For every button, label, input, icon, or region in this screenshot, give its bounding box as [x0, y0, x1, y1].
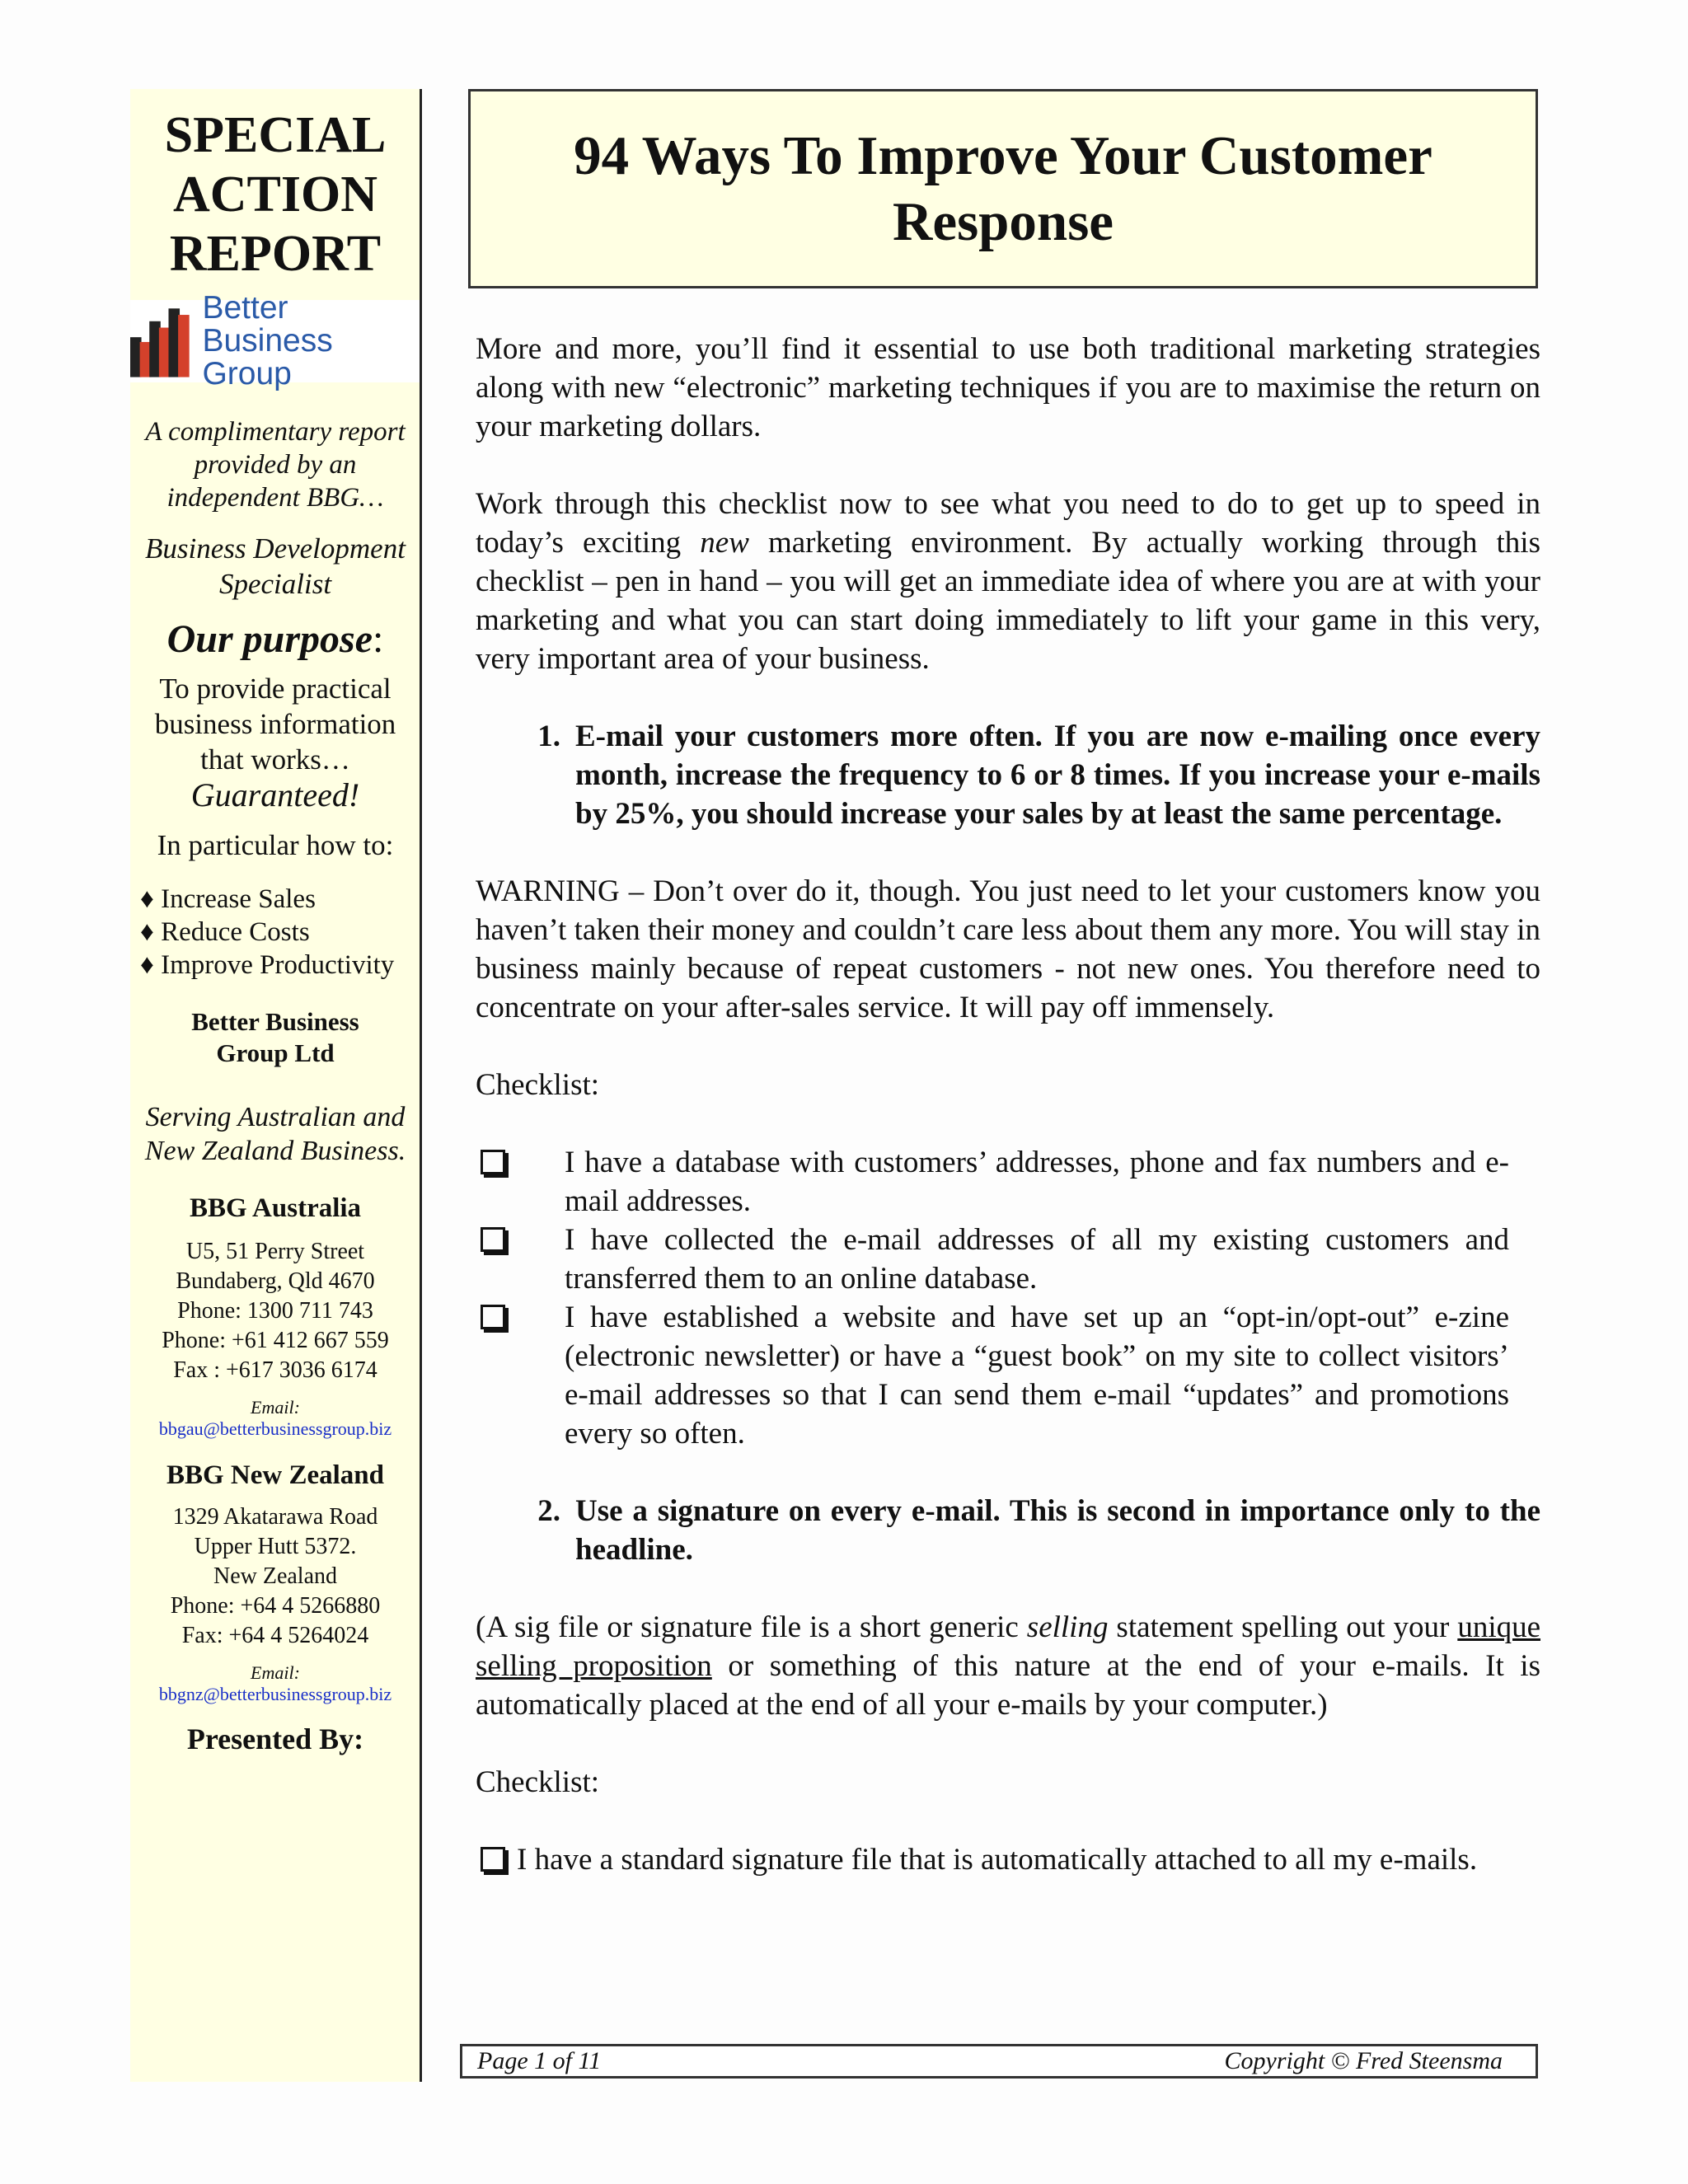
sidebar-divider	[420, 89, 422, 2082]
logo-line1: Better Business	[202, 290, 333, 359]
page-title: 94 Ways To Improve Your Customer Response	[574, 125, 1432, 252]
diamond-bullet-icon: ♦	[140, 917, 162, 947]
benefit-item: ♦ Increase Sales	[140, 884, 316, 914]
au-address: U5, 51 Perry Street Bundaberg, Qld 4670 Phone: 1300 711 743 Phone: +61 412 667 559 Fax : +617 3036 6174	[162, 1239, 389, 1383]
purpose-text: To provide practical business information that works…	[154, 673, 396, 776]
benefit-item: ♦ Reduce Costs	[140, 917, 310, 947]
nz-office-name: BBG New Zealand	[166, 1460, 385, 1490]
presented-by: Presented By:	[186, 1722, 364, 1755]
checkbox-icon[interactable]	[481, 1305, 505, 1329]
checklist-label: Checklist:	[476, 1068, 600, 1102]
company-name: Better Business Group Ltd	[191, 1007, 359, 1067]
title-box	[468, 89, 1538, 288]
checklist-label: Checklist:	[476, 1765, 600, 1799]
tip-text: Use a signature on every e-mail. This is second in importance only to the headline.	[575, 1494, 1540, 1567]
diamond-bullet-icon: ♦	[140, 884, 162, 914]
company-logo	[130, 290, 420, 391]
nz-email-label: Email:	[251, 1662, 300, 1683]
complimentary-note: A complimentary report provided by an independent BBG…	[145, 417, 406, 513]
specialist-title: Business Development Specialist	[145, 532, 406, 600]
checkbox-icon[interactable]	[481, 1150, 505, 1174]
signature-paragraph: (A sig file or signature file is a short generic selling statement spelling out your unique selling proposition or something of this nature at the end of your e-mails. It is automatically placed at the end of all your e-mails by your computer.)	[476, 1610, 1541, 1722]
checklist-item: I have a standard signature file that is automatically attached to all my e-mails.	[476, 1840, 1540, 1879]
logo-line2: Group	[202, 356, 292, 391]
nz-address: 1329 Akatarawa Road Upper Hutt 5372. New Zealand Phone: +64 4 5266880 Fax: +64 4 5264024	[170, 1504, 381, 1648]
purpose-heading: Our purpose:	[166, 617, 384, 661]
diamond-bullet-icon: ♦	[140, 950, 162, 980]
checklist-2	[476, 1840, 1540, 1879]
au-email-link[interactable]: bbgau@betterbusinessgroup.biz	[158, 1418, 392, 1439]
warning-paragraph: WARNING – Don’t over do it, though. You just need to let your customers know you haven’t taken their money and couldn’t care less about them any more. You will stay in business mainly because of repeat customers - not new ones. You therefore need to concentrate on your after-sales service. It will pay off immensely.	[476, 874, 1540, 1024]
benefit-list	[130, 883, 420, 982]
au-email-label: Email:	[251, 1397, 300, 1418]
intro-paragraph: More and more, you’ll find it essential to use both traditional marketing strategies along with new “electronic” marketing techniques if you are to maximise the return on your marketing dollars.	[476, 332, 1540, 443]
tip-number: 1.	[537, 719, 560, 753]
tip-2	[476, 1492, 1540, 1569]
tip-1	[476, 717, 1540, 833]
checklist-intro-paragraph: Work through this checklist now to see what you need to do to get up to speed in today’s exciting new marketing environment. By actually working through this checklist – pen in hand – you will get an immediate idea of where you are at with your marketing and what you can start doing immediately to lift your game in this very, very important area of your business.	[476, 487, 1540, 676]
tip-number: 2.	[537, 1494, 560, 1528]
tip-text: E-mail your customers more often. If you are now e-mailing once every month, increase the frequency to 6 or 8 times. If you increase your e-mails by 25%, you should increase your sales by at least the same percentage.	[575, 719, 1540, 831]
page-number: Page 1 of 11	[477, 2047, 602, 2074]
guaranteed-text: Guaranteed!	[190, 776, 360, 813]
checklist-item: I have a database with customers’ addresses, phone and fax numbers and e-mail addresses.	[476, 1143, 1540, 1221]
page-footer	[460, 2044, 1538, 2079]
checkbox-icon[interactable]	[481, 1847, 505, 1872]
checklist-item: I have established a website and have set up an “opt-in/opt-out” e-zine (electronic newsletter) or have a “guest book” on my site to collect visitors’ e-mail addresses so that I can send them e-mail “updates” and promotions every so often.	[476, 1298, 1540, 1453]
serving-note: Serving Australian and New Zealand Business.	[144, 1102, 406, 1166]
report-type-title: SPECIAL ACTION REPORT	[164, 107, 387, 282]
sidebar	[130, 89, 420, 2082]
benefit-item: ♦ Improve Productivity	[140, 950, 395, 980]
checklist-item: I have collected the e-mail addresses of all my existing customers and transferred them to an online database.	[476, 1221, 1540, 1298]
nz-email-link[interactable]: bbgnz@betterbusinessgroup.biz	[158, 1684, 392, 1704]
bar-chart-logo-icon	[130, 304, 194, 378]
au-office-name: BBG Australia	[189, 1193, 362, 1223]
copyright: Copyright © Fred Steensma	[1224, 2047, 1503, 2074]
checklist-1	[476, 1143, 1540, 1453]
checkbox-icon[interactable]	[481, 1227, 505, 1252]
particular-heading: In particular how to:	[157, 829, 394, 861]
main-content	[476, 330, 1540, 1879]
